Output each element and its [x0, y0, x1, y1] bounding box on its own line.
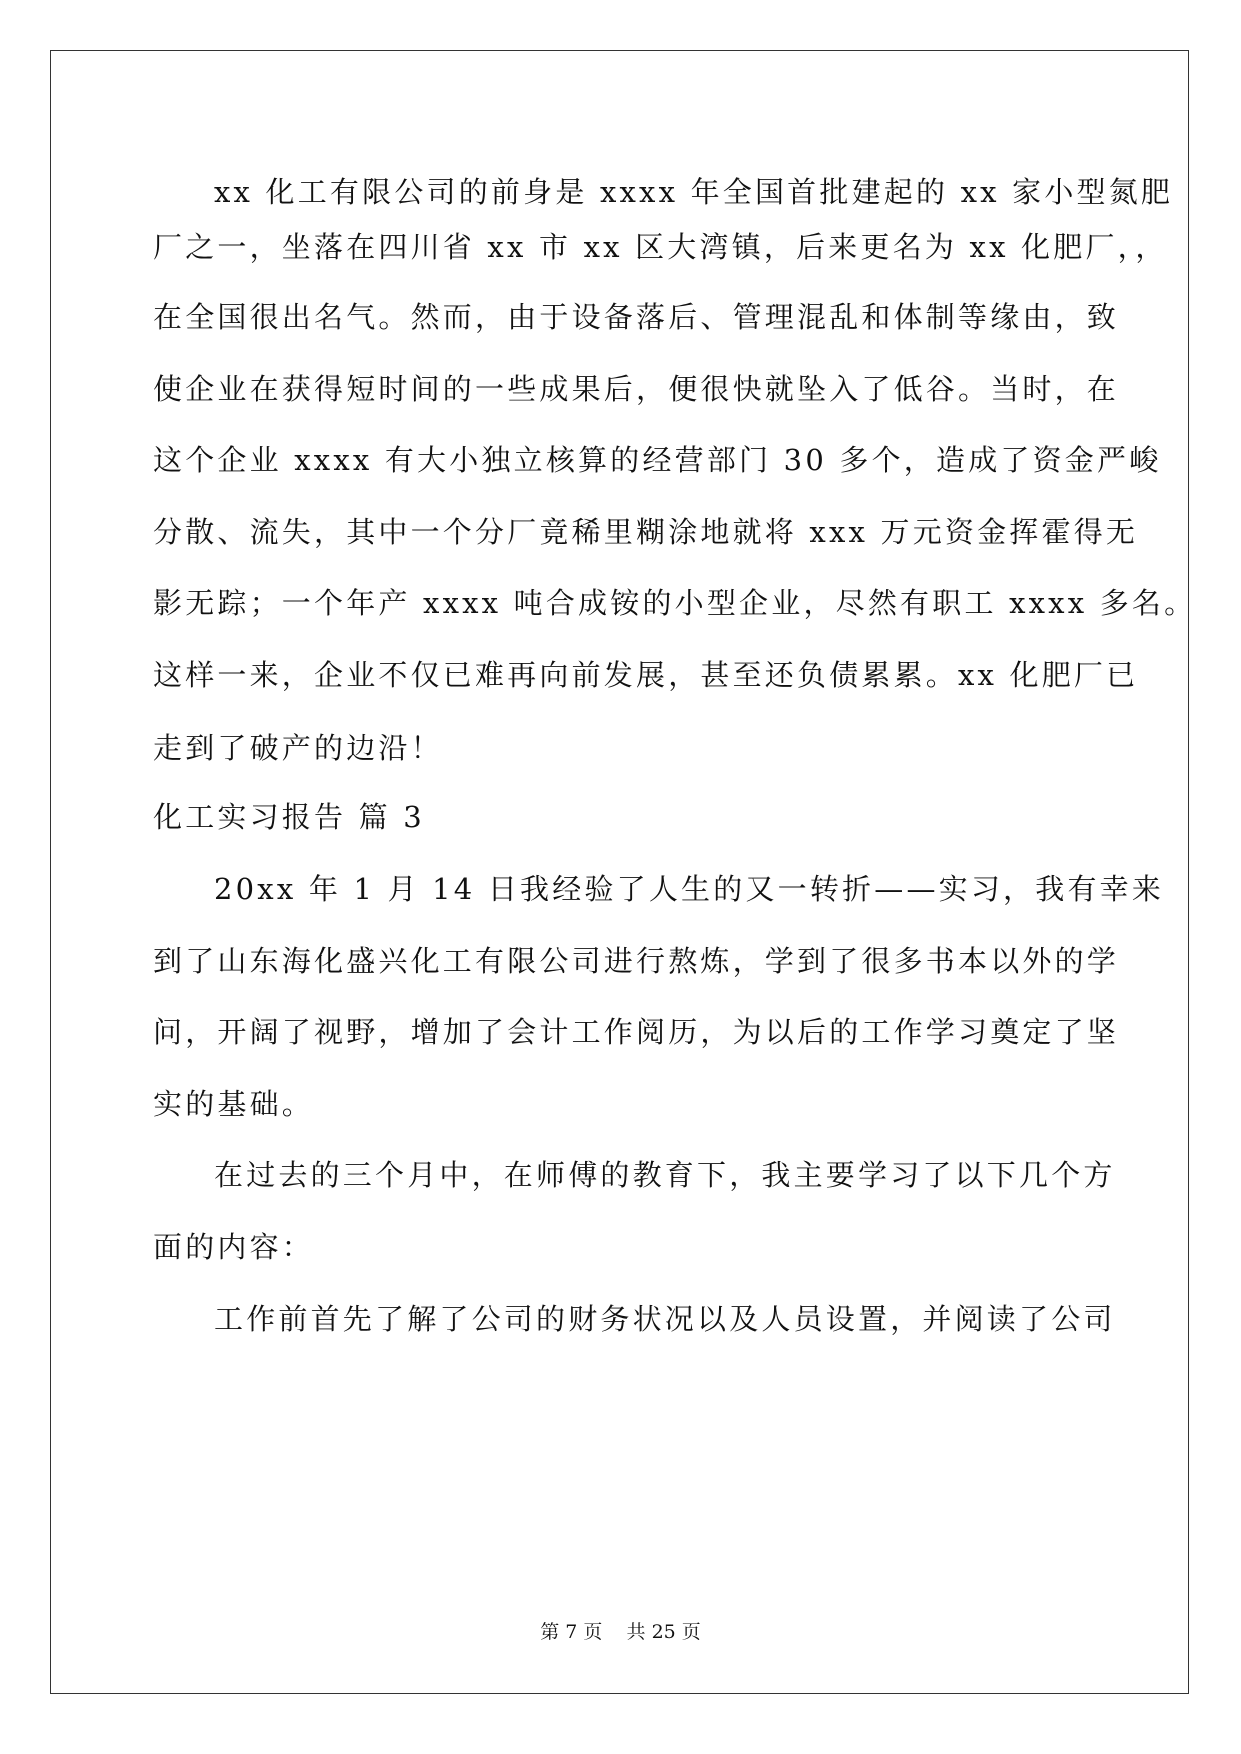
- body-text-line: 使企业在获得短时间的一些成果后，便很快就坠入了低谷。当时，在: [153, 372, 1120, 406]
- body-text-line: 工作前首先了解了公司的财务状况以及人员设置，并阅读了公司: [214, 1302, 1116, 1336]
- body-text-line: 20xx 年 1 月 14 日我经验了人生的又一转折——实习，我有幸来: [214, 872, 1165, 906]
- section-heading: 化工实习报告 篇 3: [153, 800, 425, 834]
- body-text-line: 面的内容：: [153, 1230, 315, 1264]
- body-text-line: 在全国很出名气。然而，由于设备落后、管理混乱和体制等缘由，致: [153, 300, 1120, 334]
- body-text-line: 在过去的三个月中，在师傅的教育下，我主要学习了以下几个方: [214, 1158, 1116, 1192]
- body-text-line: 影无踪；一个年产 xxxx 吨合成铵的小型企业，尽然有职工 xxxx 多名。: [153, 586, 1197, 620]
- page-number-footer: 第 7 页 共 25 页: [540, 1621, 701, 1643]
- body-text-line: 这个企业 xxxx 有大小独立核算的经营部门 30 多个，造成了资金严峻: [153, 443, 1162, 477]
- body-text-line: 走到了破产的边沿！: [153, 731, 443, 765]
- body-text-line: 实的基础。: [153, 1087, 315, 1121]
- body-text-line: 到了山东海化盛兴化工有限公司进行熬炼，学到了很多书本以外的学: [153, 944, 1120, 978]
- body-text-line: xx 化工有限公司的前身是 xxxx 年全国首批建起的 xx 家小型氮肥: [214, 175, 1174, 209]
- body-text-line: 这样一来，企业不仅已难再向前发展，甚至还负债累累。xx 化肥厂已: [153, 658, 1139, 692]
- body-text-line: 问，开阔了视野，增加了会计工作阅历，为以后的工作学习奠定了坚: [153, 1015, 1120, 1049]
- body-text-line: 分散、流失，其中一个分厂竟稀里糊涂地就将 xxx 万元资金挥霍得无: [153, 515, 1139, 549]
- body-text-line: 厂之一，坐落在四川省 xx 市 xx 区大湾镇，后来更名为 xx 化肥厂，，: [153, 230, 1168, 264]
